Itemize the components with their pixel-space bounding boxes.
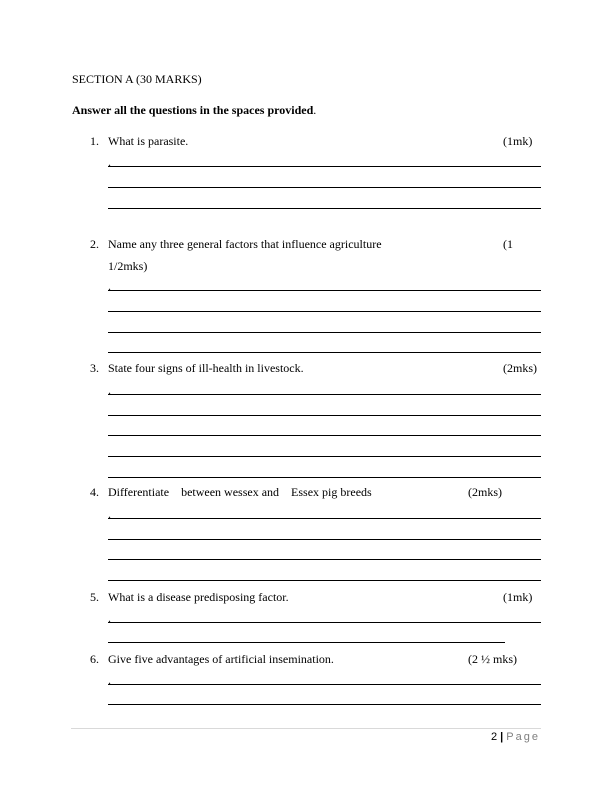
question-6-text: Give five advantages of artificial insemination. bbox=[108, 652, 334, 666]
answer-line[interactable] bbox=[108, 208, 541, 209]
instructions-bold: Answer all the questions in the spaces provided bbox=[72, 103, 314, 117]
footer-divider bbox=[71, 728, 541, 729]
question-2-text: Name any three general factors that influence agriculture bbox=[108, 237, 382, 251]
answer-line-marker: . bbox=[108, 673, 111, 687]
page-number: 2 bbox=[490, 731, 498, 743]
answer-line-marker: . bbox=[108, 611, 111, 625]
question-2-marks-continued: 1/2mks) bbox=[108, 259, 148, 273]
question-4-marks: (2mks) bbox=[468, 485, 502, 499]
question-6-number: 6. bbox=[90, 652, 99, 666]
answer-line-marker: . bbox=[108, 155, 111, 169]
question-6-marks: (2 ½ mks) bbox=[468, 652, 517, 666]
answer-line[interactable] bbox=[108, 456, 541, 457]
question-3-text: State four signs of ill-health in livestock. bbox=[108, 361, 304, 375]
question-1-number: 1. bbox=[90, 134, 99, 148]
question-1-marks: (1mk) bbox=[503, 134, 533, 148]
answer-line[interactable] bbox=[108, 539, 541, 540]
instructions bbox=[72, 103, 316, 117]
answer-line-marker: . bbox=[108, 383, 111, 397]
question-4-number: 4. bbox=[90, 485, 99, 499]
section-title: SECTION A (30 MARKS) bbox=[72, 72, 202, 86]
answer-line[interactable] bbox=[108, 559, 541, 560]
answer-line[interactable] bbox=[108, 394, 541, 395]
page-label: Page bbox=[506, 731, 540, 743]
instructions-end: . bbox=[313, 103, 317, 117]
answer-line[interactable] bbox=[108, 684, 541, 685]
answer-line[interactable] bbox=[108, 622, 541, 623]
answer-line[interactable] bbox=[108, 290, 541, 291]
question-4-text: Differentiate between wessex and Essex pig breeds bbox=[108, 485, 372, 499]
question-3-number: 3. bbox=[90, 361, 99, 375]
page-footer bbox=[491, 730, 540, 744]
question-5-text: What is a disease predisposing factor. bbox=[108, 590, 289, 604]
question-5-marks: (1mk) bbox=[503, 590, 533, 604]
answer-line[interactable] bbox=[108, 311, 541, 312]
answer-line[interactable] bbox=[108, 166, 541, 167]
answer-line[interactable] bbox=[108, 332, 541, 333]
answer-line[interactable] bbox=[108, 518, 541, 519]
question-2-marks: (1 bbox=[503, 237, 513, 251]
answer-line[interactable] bbox=[108, 415, 541, 416]
answer-line[interactable] bbox=[108, 477, 541, 478]
answer-line[interactable] bbox=[108, 187, 541, 188]
question-3-marks: (2mks) bbox=[503, 361, 537, 375]
footer-separator: | bbox=[500, 731, 504, 743]
answer-line[interactable] bbox=[108, 352, 541, 353]
question-2-number: 2. bbox=[90, 237, 99, 251]
answer-line[interactable] bbox=[108, 642, 505, 643]
answer-line[interactable] bbox=[108, 435, 541, 436]
question-1-text: What is parasite. bbox=[108, 134, 189, 148]
answer-line-marker: . bbox=[108, 279, 111, 293]
answer-line-marker: . bbox=[108, 507, 111, 521]
answer-line[interactable] bbox=[108, 580, 541, 581]
answer-line[interactable] bbox=[108, 704, 541, 705]
question-5-number: 5. bbox=[90, 590, 99, 604]
